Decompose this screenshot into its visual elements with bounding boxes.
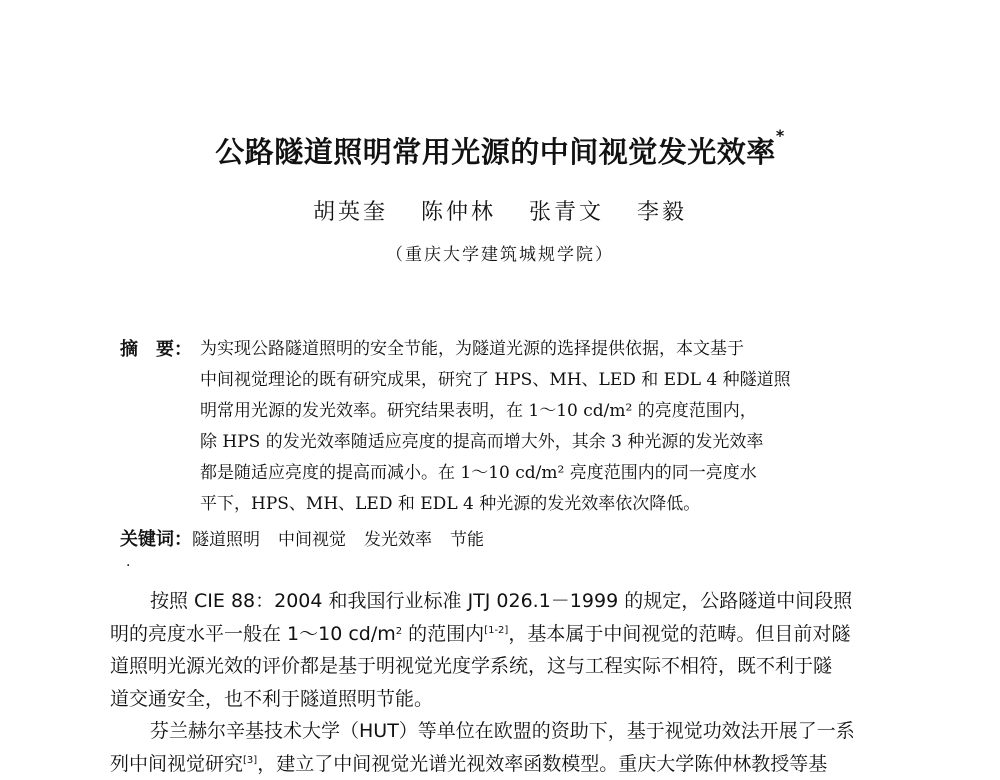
body-line <box>110 748 880 780</box>
paper-title <box>0 130 1000 171</box>
abstract-line: 中间视觉理论的既有研究成果，研究了 HPS、MH、LED 和 EDL 4 种隧道照 <box>200 365 850 396</box>
body-text-run: ，基本属于中间视觉的范畴。但目前对隧 <box>508 623 850 645</box>
abstract-line: 除 HPS 的发光效率随适应亮度的提高而增大外，其余 3 种光源的发光效率 <box>200 427 850 458</box>
keyword: 节能 <box>450 530 484 550</box>
author-name: 张青文 <box>529 200 604 225</box>
author-name: 李毅 <box>637 200 687 225</box>
keyword: 隧道照明 <box>192 530 260 550</box>
body-text <box>110 585 880 780</box>
author-name: 胡英奎 <box>313 200 388 225</box>
citation-ref[interactable]: [1-2] <box>484 625 508 636</box>
abstract-text <box>200 334 850 520</box>
title-footnote-mark: * <box>776 126 785 145</box>
citation-ref[interactable]: [3] <box>243 755 257 766</box>
body-text-run: 明的亮度水平一般在 1～10 cd/m <box>110 623 396 645</box>
body-line: 按照 CIE 88：2004 和我国行业标准 JTJ 026.1－1999 的规定，公路隧道中间段照 <box>110 585 880 618</box>
abstract-line: 都是随适应亮度的提高而减小。在 1～10 cd/m² 亮度范围内的同一亮度水 <box>200 458 850 489</box>
author-list <box>0 195 1000 226</box>
section-marker: · <box>126 558 130 574</box>
body-line: 道交通安全，也不利于隧道照明节能。 <box>110 683 880 716</box>
abstract-line: 明常用光源的发光效率。研究结果表明，在 1～10 cd/m² 的亮度范围内， <box>200 396 850 427</box>
affiliation: （重庆大学建筑城规学院） <box>0 240 1000 265</box>
keywords-label: 关键词： <box>120 529 192 550</box>
body-text-run: 的范围内 <box>402 623 484 645</box>
keywords-block <box>120 525 502 551</box>
body-line <box>110 618 880 651</box>
author-name: 陈仲林 <box>421 200 496 225</box>
unit-superscript: 2 <box>396 626 402 637</box>
body-text-run: 列中间视觉研究 <box>110 753 243 775</box>
keyword: 发光效率 <box>364 530 432 550</box>
abstract-block <box>120 334 850 520</box>
body-line: 道照明光源光效的评价都是基于明视觉光度学系统，这与工程实际不相符，既不利于隧 <box>110 650 880 683</box>
body-text-run: ，建立了中间视觉光谱光视效率函数模型。重庆大学陈仲林教授等基 <box>257 753 827 775</box>
keyword: 中间视觉 <box>278 530 346 550</box>
body-line: 芬兰赫尔辛基技术大学（HUT）等单位在欧盟的资助下，基于视觉功效法开展了一系 <box>110 715 880 748</box>
abstract-line: 平下，HPS、MH、LED 和 EDL 4 种光源的发光效率依次降低。 <box>200 489 850 520</box>
abstract-label: 摘 要： <box>120 334 192 365</box>
title-text: 公路隧道照明常用光源的中间视觉发光效率 <box>215 135 776 169</box>
abstract-line: 为实现公路隧道照明的安全节能，为隧道光源的选择提供依据，本文基于 <box>200 334 850 365</box>
